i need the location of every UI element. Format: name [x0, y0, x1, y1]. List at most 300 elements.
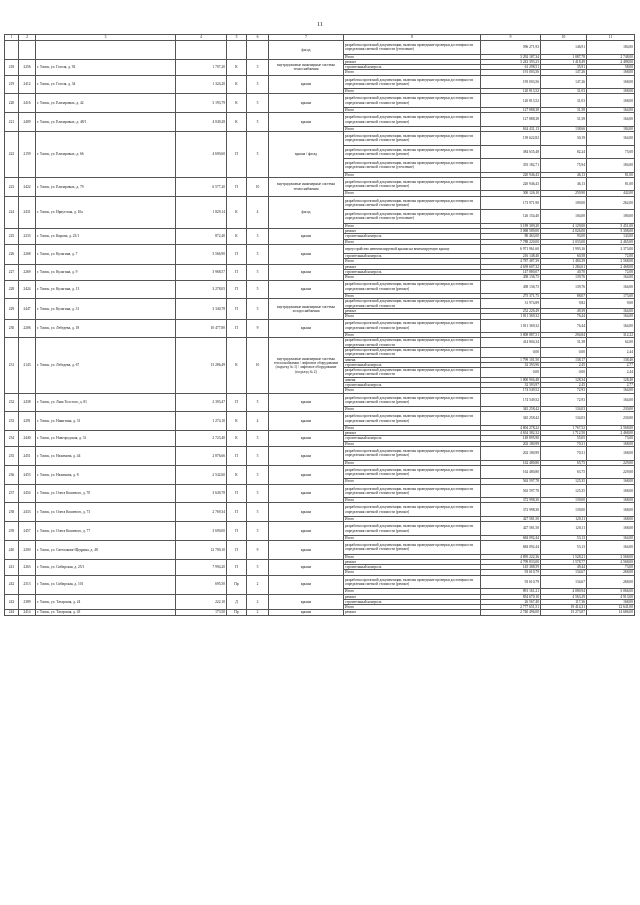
building-system: внутридомовые инженерные системы теплоснабжения [269, 59, 344, 75]
house-id: 2414 [19, 610, 36, 615]
floors-count: 5 [247, 75, 269, 94]
building-system: крыша [269, 319, 344, 338]
house-id: 2389 [19, 594, 36, 610]
house-area: 4 049,28 [176, 113, 227, 132]
work-cost: 4 799 833,00 [481, 559, 541, 564]
unit-cost: 120,11 [541, 522, 587, 536]
unit-cost: 138,66 [541, 126, 587, 131]
work-type: разработка проектной документации, включая проведение проверки достоверности определения сметной стоимости [344, 368, 481, 378]
max-unit-cost: 5 451,00 [587, 223, 635, 228]
max-unit-cost: 168,00 [587, 484, 635, 498]
house-address: г. Томск, ул. Кулагина, д. 9 [36, 264, 176, 280]
max-unit-cost: 9,00 [587, 299, 635, 309]
row-number [5, 41, 19, 60]
wall-material: П [227, 503, 247, 522]
house-area: 13 286,49 [176, 338, 227, 393]
work-cost: 202 180,99 [481, 447, 541, 461]
work-cost: 216 148,40 [481, 254, 541, 259]
floors-count: 9 [247, 319, 269, 338]
floors-count [247, 41, 269, 60]
max-unit-cost: 138,40 [587, 357, 635, 362]
max-unit-cost: 5 066,00 [587, 589, 635, 594]
house-id: 2233 [19, 228, 36, 244]
max-unit-cost: 2,77 [587, 362, 635, 367]
max-unit-cost: 230,00 [587, 412, 635, 426]
unit-cost: 134,67 [541, 575, 587, 589]
house-area: 3 690,00 [176, 522, 227, 541]
unit-cost: 1 484,39 [541, 259, 587, 264]
work-type: разработка проектной документации, включая проведение проверки достоверности определения сметной стоимости [344, 299, 481, 309]
max-unit-cost: 5 308,00 [587, 228, 635, 233]
unit-cost: 46,13 [541, 172, 587, 177]
house-address: г. Томск, ул. Никитина, д. 31 [36, 412, 176, 431]
floors-count: 9 [247, 541, 269, 560]
work-type: Итого [344, 479, 481, 484]
house-area: 3 193,79 [176, 94, 227, 113]
table-body [5, 41, 635, 616]
work-type: разработка проектной документации, включая проведение проверки достоверности определения сметной стоимости (ремонт) [344, 484, 481, 498]
house-area: 3 340,78 [176, 299, 227, 319]
max-unit-cost: 73,00 [587, 436, 635, 441]
work-type: Итого [344, 191, 481, 196]
max-unit-cost: 268,00 [587, 575, 635, 589]
max-unit-cost: 62,00 [587, 338, 635, 348]
row-number: 238 [5, 503, 19, 522]
work-type: Итого [344, 259, 481, 264]
work-cost: 3 243 393,23 [481, 59, 541, 64]
row-number: 228 [5, 280, 19, 299]
table-row [5, 503, 635, 517]
unit-cost: 49,44 [541, 565, 587, 570]
page-number: 11 [317, 22, 323, 28]
work-type: Итого [344, 275, 481, 280]
building-system: крыша [269, 412, 344, 431]
unit-cost: 2,45 [541, 362, 587, 367]
work-type: ремонт [344, 308, 481, 313]
house-address: г. Томск, ул. Татарская, д. 24 [36, 594, 176, 610]
work-cost: 427 581,50 [481, 522, 541, 536]
unit-cost: 120,11 [541, 516, 587, 521]
building-system: крыша [269, 575, 344, 594]
max-unit-cost: 2,44 [587, 347, 635, 357]
house-area: 3 649,78 [176, 484, 227, 503]
row-number: 218 [5, 59, 19, 75]
work-type: Итого [344, 294, 481, 299]
wall-material: К [227, 228, 247, 244]
wall-material: К [227, 59, 247, 75]
work-type: разработка проектной документации, включая проведение проверки достоверности определения сметной стоимости (ремонт) [344, 94, 481, 108]
work-cost: 458 136,75 [481, 280, 541, 294]
row-number: 227 [5, 264, 19, 280]
house-address: г. Томск, ул. Лебедева, д. 67 [36, 338, 176, 393]
unit-cost: 76,44 [541, 314, 587, 319]
unit-cost: 31,03 [541, 89, 587, 94]
work-cost: 145 388,59 [481, 565, 541, 570]
house-id: 2263 [19, 559, 36, 575]
floors-count: 4 [247, 412, 269, 431]
work-type: разработка проектной документации, включая проведение проверки достоверности определения сметной стоимости (утепление) [344, 159, 481, 173]
house-area: 872,40 [176, 228, 227, 244]
table-row [5, 280, 635, 294]
work-cost: 191 003,56 [481, 70, 541, 75]
work-type: Итого [344, 554, 481, 559]
work-cost: 202 180,99 [481, 441, 541, 446]
work-type: разработка проектной документации, включая проведение проверки достоверности определения сметной стоимости [344, 338, 481, 348]
wall-material: П [227, 484, 247, 503]
work-type: Итого [344, 388, 481, 393]
work-cost: 147 880,07 [481, 269, 541, 274]
work-cost: 563 597,78 [481, 484, 541, 498]
max-unit-cost: 75,00 [587, 145, 635, 159]
work-type: Итого [344, 535, 481, 540]
house-id: 2416 [19, 94, 36, 113]
max-unit-cost: 262,00 [587, 196, 635, 210]
row-number: 233 [5, 412, 19, 431]
floors-count: 5 [247, 465, 269, 484]
wall-material: П [227, 132, 247, 178]
work-cost: 3 068 589,00 [481, 228, 541, 233]
row-number: 225 [5, 228, 19, 244]
unit-cost: 55,05 [541, 436, 587, 441]
work-type: строительный контроль [344, 436, 481, 441]
house-address: г. Томск, ул. Елизаровых, д. 79 [36, 177, 176, 196]
work-cost: 7 788 220,00 [481, 239, 541, 244]
work-cost: 126 154,40 [481, 210, 541, 224]
building-system: крыша [269, 264, 344, 280]
unit-cost: 147,26 [541, 70, 587, 75]
work-cost: 127 888,38 [481, 113, 541, 127]
wall-material: П [227, 541, 247, 560]
house-id: 2206 [19, 319, 36, 338]
unit-cost: 139,76 [541, 275, 587, 280]
floors-count: 10 [247, 177, 269, 196]
unit-cost: 2 033,00 [541, 239, 587, 244]
house-address: г. Томск, ул. Сибирская, д. 25/1 [36, 559, 176, 575]
unit-cost: 70,31 [541, 441, 587, 446]
wall-material: Пр [227, 575, 247, 594]
work-type: Итого [344, 239, 481, 244]
house-address: г. Томск, ул. Елизаровых, д. 42 [36, 94, 176, 113]
work-cost: 355 182,71 [481, 159, 541, 173]
unit-cost: 31,38 [541, 338, 587, 348]
work-cost: 252 226,49 [481, 308, 541, 313]
unit-cost: 1 528,21 [541, 554, 587, 559]
house-address: г. Томск, ул. Елизаровых, д. 48/1 [36, 113, 176, 132]
work-type: Итого [344, 333, 481, 338]
work-type: разработка проектной документации, включая проведение проверки достоверности определения сметной стоимости (утепление) [344, 41, 481, 55]
unit-cost: 259,90 [541, 191, 587, 196]
work-cost: 4 654 382,32 [481, 431, 541, 436]
work-type: Итого [344, 126, 481, 131]
max-unit-cost: 168,00 [587, 94, 635, 108]
house-address: г. Томск, ул. Сибирская, д. 101 [36, 575, 176, 594]
row-number: 222 [5, 132, 19, 178]
row-number: 229 [5, 299, 19, 319]
max-unit-cost: 81,00 [587, 177, 635, 191]
work-cost: 80 463,00 [481, 234, 541, 239]
work-type: разработка проектной документации, включая проведение проверки достоверности определения сметной стоимости (ремонт) [344, 522, 481, 536]
house-area: 1 274,10 [176, 412, 227, 431]
unit-cost: 134,03 [541, 407, 587, 412]
work-type: строительный контроль [344, 234, 481, 239]
work-cost: 149 895,90 [481, 436, 541, 441]
unit-cost: 40,70 [541, 269, 587, 274]
unit-cost: 128,34 [541, 377, 587, 382]
house-area: 173,50 [176, 610, 227, 615]
house-id: 2268 [19, 244, 36, 264]
work-type: Итого [344, 498, 481, 503]
column-number: 1 [5, 35, 19, 41]
work-type: разработка проектной документации, включая проведение проверки достоверности определения сметной стоимости [344, 347, 481, 357]
max-unit-cost: 164,00 [587, 393, 635, 407]
max-unit-cost: 168,00 [587, 89, 635, 94]
unit-cost: 294,84 [541, 333, 587, 338]
house-id: 2453 [19, 465, 36, 484]
work-cost: 1 800 904,48 [481, 377, 541, 382]
column-number: 11 [587, 35, 635, 41]
building-system: крыша [269, 431, 344, 447]
work-type: ремонт [344, 264, 481, 269]
house-area: 3 278,05 [176, 280, 227, 299]
house-area: 1 324,20 [176, 75, 227, 94]
work-type: строительный контроль [344, 362, 481, 367]
max-unit-cost: 164,00 [587, 132, 635, 146]
wall-material: К [227, 113, 247, 132]
unit-cost: 4 129,00 [541, 223, 587, 228]
work-cost: 4 895 222,36 [481, 554, 541, 559]
house-address: г. Томск, ул. Светлакова-Щедрина, д. 48 [36, 541, 176, 560]
house-area: 2 393,47 [176, 393, 227, 412]
unit-cost: 63,75 [541, 465, 587, 479]
floors-count: 5 [247, 59, 269, 75]
house-id: 2457 [19, 522, 36, 541]
house-address: г. Томск, ул. Гоголя, д. 34 [36, 75, 176, 94]
wall-material [227, 41, 247, 60]
work-cost: 26 567,40 [481, 599, 541, 604]
building-system: крыша [269, 559, 344, 575]
floors-count: 5 [247, 393, 269, 412]
house-address: г. Томск, ул. Кирова, д. 23/1 [36, 228, 176, 244]
house-area: 12 700,10 [176, 541, 227, 560]
work-cost: 634 431,13 [481, 126, 541, 131]
unit-cost: 134,03 [541, 412, 587, 426]
unit-cost: 72,93 [541, 393, 587, 407]
floors-count: 5 [247, 264, 269, 280]
unit-cost: 49,39 [541, 308, 587, 313]
floors-count: 5 [247, 280, 269, 299]
work-type: Итого [344, 107, 481, 112]
table-row [5, 94, 635, 108]
row-number: 243 [5, 594, 19, 610]
max-unit-cost: 2 488,00 [587, 59, 635, 64]
max-unit-cost: 2,77 [587, 382, 635, 387]
max-unit-cost: 58,00 [587, 65, 635, 70]
max-unit-cost: 164,00 [587, 275, 635, 280]
max-unit-cost: 168,00 [587, 599, 635, 604]
row-number: 242 [5, 575, 19, 594]
work-cost: 0,00 [481, 368, 541, 378]
house-address: г. Томск, ул. Нахимова, д. 44 [36, 447, 176, 466]
house-id: 2431 [19, 196, 36, 228]
house-id: 2159 [19, 132, 36, 178]
work-type: разработка проектной документации, включая проведение проверки достоверности определения сметной стоимости (ремонт) [344, 393, 481, 407]
max-unit-cost: 164,00 [587, 535, 635, 540]
max-unit-cost: 173,00 [587, 294, 635, 299]
max-unit-cost: 2 468,00 [587, 431, 635, 436]
column-number: 6 [247, 35, 269, 41]
work-type: строительный контроль [344, 382, 481, 387]
max-unit-cost: 229,00 [587, 460, 635, 465]
wall-material: П [227, 280, 247, 299]
house-address: г. Томск, ул. Кулагина, д. 31 [36, 299, 176, 319]
work-cost: 414 804,34 [481, 338, 541, 348]
unit-cost: 60,58 [541, 254, 587, 259]
wall-material: П [227, 244, 247, 264]
building-system: крыша [269, 503, 344, 522]
unit-cost: 1 087,78 [541, 54, 587, 59]
floors-count: 5 [247, 132, 269, 178]
building-system: крыша [269, 447, 344, 466]
house-address: г. Томск, ул. Нахимова, д. 8 [36, 465, 176, 484]
wall-material: К [227, 431, 247, 447]
table-row [5, 319, 635, 333]
wall-material: К [227, 412, 247, 431]
house-address [36, 41, 176, 60]
unit-cost: 125,35 [541, 484, 587, 498]
unit-cost: 4 080,94 [541, 589, 587, 594]
table-row [5, 575, 635, 589]
row-number: 224 [5, 196, 19, 228]
work-cost: 1 799 101,50 [481, 357, 541, 362]
work-cost: 275 371,75 [481, 294, 541, 299]
building-system: крыша [269, 484, 344, 503]
unit-cost: 4 563,29 [541, 594, 587, 599]
work-type: ремонт [344, 559, 481, 564]
table-row [5, 299, 635, 309]
work-cost: 93 610,79 [481, 570, 541, 575]
table-row [5, 244, 635, 253]
work-type: замена [344, 357, 481, 362]
building-system: фасад [269, 41, 344, 60]
work-type: разработка проектной документации, включая проведение проверки достоверности определения сметной стоимости (ремонт) [344, 145, 481, 159]
max-unit-cost: 2 568,00 [587, 425, 635, 430]
work-type: строительный контроль [344, 599, 481, 604]
max-unit-cost: 72,00 [587, 269, 635, 274]
table-row [5, 484, 635, 498]
max-unit-cost: 73,00 [587, 565, 635, 570]
row-number: 237 [5, 484, 19, 503]
house-id: 2269 [19, 264, 36, 280]
max-unit-cost: 268,00 [587, 570, 635, 575]
work-cost: 384 635,48 [481, 145, 541, 159]
work-type: Итого [344, 570, 481, 575]
wall-material: К [227, 94, 247, 113]
house-id: 2143 [19, 338, 36, 393]
work-type: переустройство невентилируемой крыши на вентилируемую крышу [344, 244, 481, 253]
house-address: г. Томск, ул. Олега Кошевого, д. 73 [36, 503, 176, 522]
work-type: Итого [344, 516, 481, 521]
unit-cost: 138,17 [541, 357, 587, 362]
work-cost: 3 189 309,20 [481, 223, 541, 228]
house-area: 2 542,60 [176, 465, 227, 484]
building-system: фасад [269, 196, 344, 228]
max-unit-cost: 180,00 [587, 210, 635, 224]
unit-cost: 15 273,87 [541, 610, 587, 615]
house-id: 2200 [19, 541, 36, 560]
work-cost: 139 622,82 [481, 132, 541, 146]
work-cost: 6 971 961,60 [481, 244, 541, 253]
unit-cost: 31,58 [541, 107, 587, 112]
work-cost: 3 292 187,34 [481, 54, 541, 59]
max-unit-cost: 128,40 [587, 377, 635, 382]
house-area: 1 707,20 [176, 59, 227, 75]
max-unit-cost: 4 913,00 [587, 594, 635, 599]
unit-cost: 46,13 [541, 177, 587, 191]
floors-count: 10 [247, 338, 269, 393]
row-number: 230 [5, 319, 19, 338]
work-type: разработка проектной документации, включая проведение проверки достоверности определения сметной стоимости (ремонт) [344, 412, 481, 426]
house-address: г. Томск, ул. Олега Кошевого, д. 77 [36, 522, 176, 541]
work-cost: 174 549,52 [481, 388, 541, 393]
floors-count: 3 [247, 228, 269, 244]
work-type: разработка проектной документации, включая проведение проверки достоверности определения сметной стоимости (ремонт) [344, 196, 481, 210]
work-cost: 120 813,52 [481, 94, 541, 108]
unit-cost: 72,93 [541, 388, 587, 393]
house-id: 2440 [19, 431, 36, 447]
work-type: Итого [344, 70, 481, 75]
house-area: 3 566,90 [176, 244, 227, 264]
floors-count: 5 [247, 484, 269, 503]
house-id: 2447 [19, 299, 36, 319]
work-type: Итого [344, 314, 481, 319]
work-type: разработка проектной документации, включая проведение проверки достоверности определения сметной стоимости (ремонт) [344, 113, 481, 127]
work-cost: 93 610,79 [481, 575, 541, 589]
house-id: 2313 [19, 575, 36, 594]
work-type: Итого [344, 589, 481, 594]
work-type: строительный контроль [344, 254, 481, 259]
house-address: г. Томск, ул. Елизаровых, д. 66 [36, 132, 176, 178]
house-area: 3 968,57 [176, 264, 227, 280]
unit-cost: 31,03 [541, 94, 587, 108]
max-unit-cost: 312,22 [587, 333, 635, 338]
unit-cost: 139,00 [541, 498, 587, 503]
column-number: 3 [36, 35, 176, 41]
work-type: Итого [344, 605, 481, 610]
house-area [176, 41, 227, 60]
work-cost: 173 971,90 [481, 196, 541, 210]
unit-cost: 31,58 [541, 113, 587, 127]
work-cost: 195 003,56 [481, 75, 541, 89]
unit-cost: 146,91 [541, 41, 587, 55]
work-type: разработка проектной документации, включая проведение проверки достоверности определения сметной стоимости (ремонт) [344, 503, 481, 517]
work-cost: 32 393,97 [481, 382, 541, 387]
wall-material: П [227, 177, 247, 196]
max-unit-cost: 2 373,00 [587, 244, 635, 253]
work-type: разработка проектной документации, включая проведение проверки достоверности определения сметной стоимости (ремонт) [344, 75, 481, 89]
work-cost: 458 136,75 [481, 275, 541, 280]
row-number: 235 [5, 447, 19, 466]
unit-cost: 70,31 [541, 447, 587, 461]
column-number: 4 [176, 35, 227, 41]
house-id: 2451 [19, 447, 36, 466]
wall-material: К [227, 338, 247, 393]
unit-cost: 1 993,16 [541, 244, 587, 253]
max-unit-cost: 168,00 [587, 516, 635, 521]
repair-schedule-sheet [4, 34, 634, 616]
max-unit-cost: 2,44 [587, 368, 635, 378]
work-cost: 162 480,80 [481, 465, 541, 479]
max-unit-cost: 164,00 [587, 388, 635, 393]
